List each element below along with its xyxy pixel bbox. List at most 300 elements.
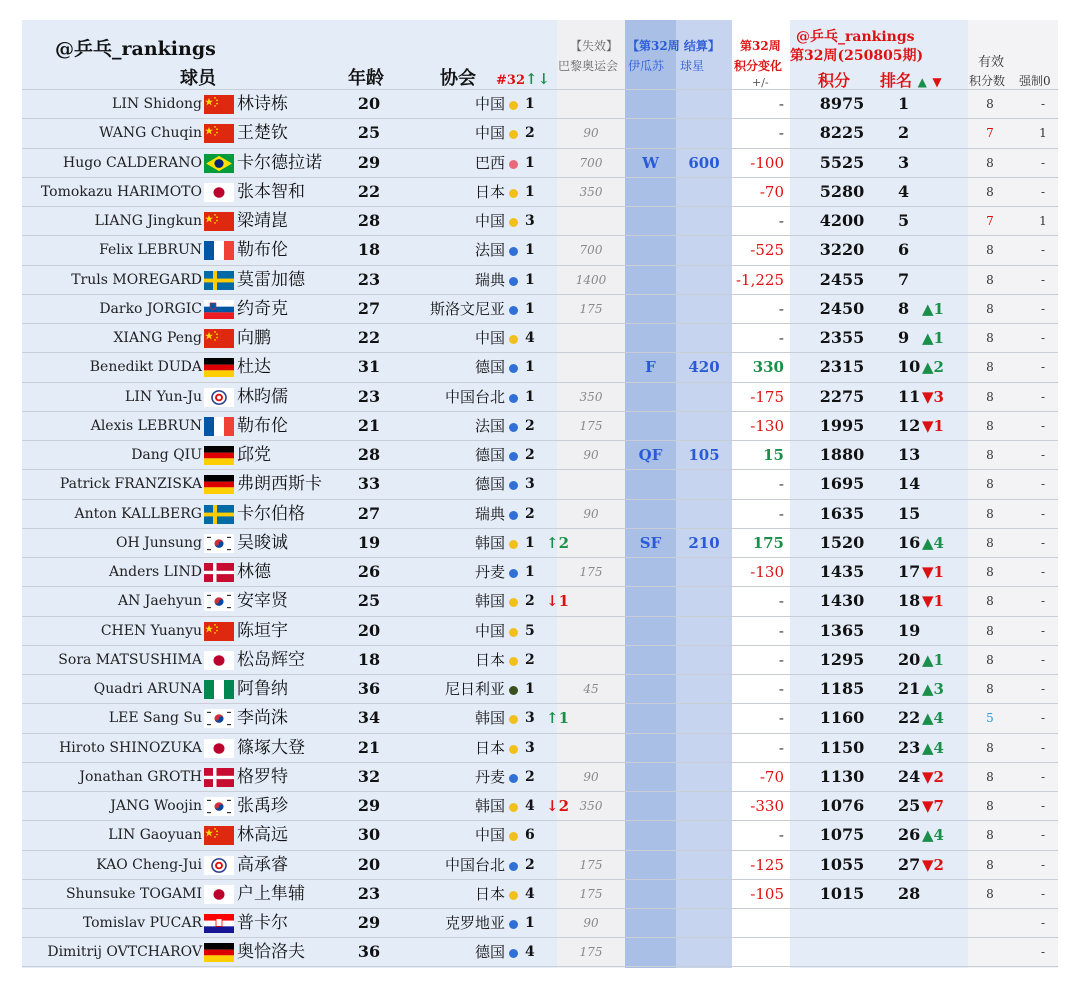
player-assoc: 韩国 — [474, 533, 505, 552]
olympic-points: 175 — [579, 857, 603, 872]
forced-zero: - — [1040, 916, 1046, 930]
header-ws — [496, 70, 550, 88]
flag-cn-icon — [204, 826, 234, 845]
region-dot-icon — [509, 891, 518, 900]
player-name-en: Sora MATSUSHIMA — [58, 651, 202, 668]
points-change: 175 — [752, 533, 784, 552]
ws-rank: 1 — [525, 564, 535, 580]
ws-change: ↑2 — [546, 533, 570, 552]
rank-movement: ▲4 — [922, 738, 944, 757]
ws-rank: 2 — [525, 505, 535, 522]
player-name-en: Shunsuke TOGAMI — [65, 885, 202, 902]
player-assoc: 巴西 — [474, 153, 505, 172]
table-row — [22, 733, 1058, 762]
ws-rank: 2 — [525, 125, 535, 142]
ranking-position: 24 — [898, 766, 921, 786]
player-age: 25 — [357, 123, 381, 143]
player-name-en: OH Junsung — [116, 534, 202, 551]
table-row — [22, 762, 1058, 791]
ranking-points: 3220 — [819, 240, 865, 260]
olympic-points: 175 — [579, 565, 603, 579]
player-age: 21 — [357, 737, 381, 757]
table-row — [22, 645, 1058, 674]
player-assoc: 中国 — [474, 124, 505, 143]
ranking-position: 7 — [898, 269, 910, 289]
header-ws-label: #32 — [496, 73, 525, 88]
ranking-position: 15 — [898, 503, 921, 523]
player-assoc: 德国 — [474, 943, 505, 962]
player-name-cn: 高承睿 — [237, 854, 288, 875]
points-change: - — [778, 738, 784, 757]
event-result: SF — [639, 533, 662, 552]
effective-count: 8 — [986, 155, 994, 170]
flag-ng-icon — [204, 680, 234, 699]
points-change: -130 — [750, 416, 784, 435]
table-row — [22, 879, 1058, 908]
player-assoc: 中国 — [474, 95, 505, 113]
ws-rank: 5 — [525, 622, 535, 639]
player-age: 23 — [357, 883, 381, 903]
player-name-cn: 勒布伦 — [237, 415, 288, 436]
ranking-points: 1015 — [819, 883, 865, 903]
points-change: 330 — [752, 358, 784, 377]
ws-rank: 1 — [525, 242, 535, 259]
header-week-tier: 球星 — [680, 59, 705, 73]
player-name-en: CHEN Yuanyu — [100, 622, 202, 639]
region-dot-icon — [509, 218, 518, 227]
player-name-en: Hugo CALDERANO — [62, 154, 202, 171]
ranking-position: 17 — [898, 562, 921, 581]
table-row — [22, 791, 1058, 820]
region-dot-icon — [509, 364, 518, 373]
table-row — [22, 820, 1058, 849]
ranking-position: 13 — [898, 445, 921, 464]
points-change: - — [778, 826, 784, 845]
rank-movement: ▼2 — [922, 767, 944, 786]
olympic-points: 90 — [583, 126, 599, 141]
player-name-cn: 弗朗西斯卡 — [237, 474, 322, 495]
forced-zero: 1 — [1039, 214, 1047, 228]
flag-kr-icon — [204, 534, 234, 553]
ranking-position: 25 — [898, 796, 921, 815]
flag-cn-icon — [204, 212, 234, 231]
points-change: -100 — [750, 153, 784, 172]
ranking-points: 8975 — [819, 94, 865, 113]
ws-change: ↓1 — [546, 592, 570, 611]
olympic-points: 175 — [579, 301, 603, 316]
ws-rank: 2 — [525, 856, 535, 873]
effective-count: 8 — [986, 389, 994, 404]
effective-count: 8 — [986, 535, 994, 550]
region-dot-icon — [509, 481, 518, 490]
ranking-table — [22, 89, 1058, 967]
header-olympic-1: 【失效】 — [570, 39, 619, 53]
player-assoc: 中国 — [474, 212, 505, 230]
ranking-points: 1295 — [819, 649, 865, 669]
player-name-cn: 陈垣宇 — [237, 620, 288, 641]
header-age: 年龄 — [348, 68, 384, 89]
region-dot-icon — [509, 130, 518, 139]
player-name-cn: 杜达 — [237, 357, 271, 378]
olympic-points: 350 — [579, 799, 603, 813]
player-name-cn: 篠塚大登 — [237, 737, 305, 758]
points-change: - — [778, 212, 784, 230]
header-ranking-issue: 第32周(250805期) — [790, 48, 924, 64]
points-change: -130 — [750, 563, 784, 581]
player-name-cn: 张本智和 — [237, 181, 305, 202]
forced-zero: - — [1040, 945, 1046, 960]
points-change: - — [778, 680, 784, 698]
effective-count: 8 — [986, 799, 994, 813]
header-assoc: 协会 — [440, 68, 476, 89]
table-row — [22, 703, 1058, 732]
flag-se-icon — [204, 505, 234, 524]
ws-change: ↑1 — [546, 709, 570, 728]
table-row — [22, 206, 1058, 235]
table-row — [22, 616, 1058, 645]
table-row — [22, 499, 1058, 528]
ranking-position: 16 — [898, 532, 921, 552]
points-change: - — [778, 95, 784, 113]
player-name-cn: 向鹏 — [237, 328, 271, 348]
player-assoc: 韩国 — [474, 709, 505, 728]
player-age: 20 — [357, 94, 381, 113]
effective-count: 8 — [986, 448, 994, 462]
points-change: - — [778, 504, 784, 523]
ws-rank: 4 — [525, 944, 535, 961]
region-dot-icon — [509, 569, 518, 578]
ranking-position: 10 — [898, 357, 921, 377]
player-age: 21 — [357, 415, 381, 435]
points-change: -330 — [750, 797, 784, 815]
ranking-points: 1435 — [819, 562, 865, 581]
region-dot-icon — [509, 306, 518, 315]
player-age: 18 — [357, 649, 381, 669]
ranking-position: 6 — [898, 240, 910, 260]
player-age: 31 — [357, 357, 381, 377]
effective-count: 8 — [986, 243, 994, 258]
olympic-points: 175 — [579, 945, 603, 960]
region-dot-icon — [509, 394, 518, 403]
forced-zero: - — [1040, 97, 1046, 111]
flag-fr-icon — [204, 417, 234, 436]
points-change: -1,225 — [735, 270, 784, 289]
effective-count: 8 — [986, 682, 994, 696]
flag-cn-icon — [204, 95, 234, 114]
table-row — [22, 674, 1058, 703]
ws-rank: 1 — [525, 96, 535, 112]
player-name-en: Felix LEBRUN — [99, 242, 202, 259]
region-dot-icon — [509, 862, 518, 871]
rank-movement: ▲4 — [922, 709, 944, 728]
ws-rank: 6 — [525, 827, 535, 844]
header-week: 【第32周 结算】 — [627, 39, 720, 53]
player-name-en: LEE Sang Su — [108, 710, 202, 727]
header-rank-label: 排名 — [880, 71, 913, 90]
flag-jp-icon — [204, 885, 234, 904]
flag-cn-icon — [204, 329, 234, 348]
ws-rank: 2 — [525, 417, 535, 434]
player-name-en: Alexis LEBRUN — [90, 417, 202, 434]
header-effective-1: 有效 — [978, 55, 1005, 70]
player-assoc: 德国 — [474, 475, 505, 494]
flag-tpe-icon — [204, 388, 234, 407]
player-name-cn: 张禹珍 — [237, 796, 288, 816]
player-assoc: 中国 — [474, 826, 505, 845]
forced-zero: 1 — [1039, 126, 1047, 141]
ws-rank: 1 — [525, 534, 535, 551]
region-dot-icon — [509, 247, 518, 256]
region-dot-icon — [509, 277, 518, 286]
player-assoc: 法国 — [474, 241, 505, 260]
player-assoc: 日本 — [474, 884, 505, 903]
forced-zero: - — [1040, 594, 1046, 609]
forced-zero: - — [1040, 418, 1046, 433]
player-name-en: LIN Yun-Ju — [125, 388, 202, 405]
ranking-position: 21 — [898, 679, 921, 698]
forced-zero: - — [1040, 769, 1046, 784]
player-assoc: 丹麦 — [474, 563, 505, 581]
player-age: 30 — [357, 825, 381, 845]
ws-rank: 2 — [525, 593, 535, 610]
points-change: - — [778, 475, 784, 494]
flag-kr-icon — [204, 797, 234, 816]
forced-zero: - — [1040, 331, 1046, 345]
rank-movement: ▼7 — [922, 797, 944, 815]
forced-zero: - — [1040, 272, 1046, 287]
player-name-cn: 莫雷加德 — [237, 269, 305, 290]
player-name-cn: 王楚钦 — [237, 123, 288, 144]
ranking-points: 2275 — [819, 386, 865, 406]
effective-count: 8 — [986, 506, 994, 521]
ws-rank: 1 — [525, 359, 535, 376]
forced-zero: - — [1040, 389, 1046, 404]
player-name-cn: 松岛辉空 — [237, 649, 305, 670]
rank-down-icon: ▼ — [932, 75, 942, 89]
player-age: 18 — [357, 240, 381, 260]
forced-zero: - — [1040, 243, 1046, 258]
points-change: - — [778, 329, 784, 347]
points-change: - — [778, 592, 784, 611]
region-dot-icon — [509, 832, 518, 841]
olympic-points: 700 — [579, 155, 603, 170]
player-name-en: Benedikt DUDA — [89, 359, 202, 376]
effective-count: 8 — [986, 477, 994, 492]
ws-rank: 1 — [525, 915, 535, 931]
ranking-points: 1365 — [819, 620, 865, 640]
ranking-position: 28 — [898, 883, 921, 903]
player-assoc: 中国台北 — [444, 387, 505, 406]
player-assoc: 日本 — [474, 182, 505, 201]
points-change: - — [778, 650, 784, 669]
region-dot-icon — [509, 423, 518, 432]
points-change: -70 — [759, 182, 784, 201]
player-name-en: Darko JORGIC — [99, 300, 202, 317]
table-row — [22, 440, 1058, 469]
ranking-position: 18 — [898, 591, 921, 611]
header-forced: 强制0 — [1019, 74, 1051, 88]
flag-dk-icon — [204, 563, 234, 582]
ranking-position: 12 — [898, 415, 921, 435]
player-age: 29 — [357, 913, 381, 932]
flag-jp-icon — [204, 739, 234, 758]
flag-se-icon — [204, 271, 234, 290]
ws-rank: 3 — [525, 710, 535, 727]
olympic-points: 90 — [583, 769, 599, 784]
ws-rank: 4 — [525, 330, 535, 346]
flag-cn-icon — [204, 124, 234, 143]
olympic-points: 45 — [583, 682, 599, 696]
region-dot-icon — [509, 335, 518, 344]
flag-jp-icon — [204, 651, 234, 670]
table-row — [22, 469, 1058, 498]
flag-de-icon — [204, 475, 234, 494]
player-name-cn: 梁靖崑 — [237, 211, 288, 231]
ranking-points: 1075 — [819, 825, 865, 845]
ranking-position: 3 — [898, 152, 910, 172]
player-assoc: 日本 — [474, 650, 505, 669]
forced-zero: - — [1040, 886, 1046, 901]
header-rank — [880, 68, 942, 91]
player-age: 32 — [357, 766, 381, 786]
olympic-points: 350 — [579, 184, 603, 199]
player-assoc: 德国 — [474, 358, 505, 377]
player-age: 36 — [357, 679, 381, 698]
region-dot-icon — [509, 686, 518, 695]
rank-up-icon: ▲ — [917, 75, 927, 89]
ranking-position: 5 — [898, 211, 910, 230]
effective-count: 8 — [986, 623, 994, 638]
table-row — [22, 177, 1058, 206]
player-name-en: Jonathan GROTH — [79, 768, 202, 785]
forced-zero: - — [1040, 301, 1046, 316]
table-row — [22, 557, 1058, 586]
ranking-position: 8 — [898, 298, 910, 318]
header-olympic-2: 巴黎奥运会 — [558, 59, 619, 73]
player-age: 23 — [357, 386, 381, 406]
player-name-cn: 邱党 — [237, 445, 271, 465]
player-age: 36 — [357, 942, 381, 962]
ranking-points: 1880 — [819, 445, 865, 464]
ws-rank: 1 — [525, 388, 535, 405]
table-row — [22, 323, 1058, 352]
forced-zero: - — [1040, 184, 1046, 199]
player-age: 25 — [357, 591, 381, 611]
effective-count: 8 — [986, 360, 994, 375]
ws-rank: 3 — [525, 213, 535, 229]
rank-movement: ▲1 — [922, 329, 944, 347]
event-result: F — [645, 358, 656, 377]
event-points: 600 — [688, 153, 720, 172]
ranking-points: 1130 — [819, 766, 865, 786]
olympic-points: 700 — [579, 243, 603, 258]
player-name-en: LIANG Jingkun — [94, 213, 202, 229]
region-dot-icon — [509, 920, 518, 929]
player-name-cn: 普卡尔 — [237, 913, 288, 933]
ranking-points: 1150 — [819, 737, 865, 757]
olympic-points: 175 — [579, 418, 603, 433]
player-age: 20 — [357, 854, 381, 874]
ranking-points: 1185 — [819, 679, 865, 698]
ws-rank: 1 — [525, 681, 535, 697]
olympic-points: 175 — [579, 886, 603, 901]
player-assoc: 瑞典 — [474, 504, 505, 523]
points-change: -525 — [750, 241, 784, 260]
player-name-en: KAO Cheng-Jui — [96, 856, 202, 873]
player-name-cn: 林德 — [237, 562, 271, 582]
header-ws-arrows: ↑↓ — [524, 70, 551, 88]
ranking-points: 2450 — [819, 298, 865, 318]
ws-rank: 1 — [525, 300, 535, 317]
region-dot-icon — [509, 189, 518, 198]
flag-jp-icon — [204, 183, 234, 202]
player-name-en: XIANG Peng — [113, 330, 202, 346]
player-name-en: JANG Woojin — [110, 798, 202, 814]
effective-count: 8 — [986, 886, 994, 901]
event-result: W — [642, 153, 659, 172]
player-name-en: Hiroto SHINOZUKA — [59, 739, 202, 756]
ws-rank: 1 — [525, 154, 535, 171]
ranking-points: 8225 — [819, 123, 865, 143]
ranking-position: 22 — [898, 708, 921, 728]
player-name-en: LIN Shidong — [112, 96, 202, 112]
effective-count: 5 — [986, 711, 994, 726]
ws-rank: 2 — [525, 447, 535, 463]
forced-zero: - — [1040, 448, 1046, 462]
rankings-sheet — [22, 20, 1058, 968]
player-name-en: Anton KALLBERG — [74, 505, 202, 522]
player-age: 27 — [357, 503, 381, 523]
rank-movement: ▼1 — [922, 416, 944, 435]
flag-de-icon — [204, 358, 234, 377]
ranking-position: 19 — [898, 620, 921, 640]
ranking-position: 14 — [898, 474, 921, 494]
ranking-position: 11 — [898, 386, 921, 406]
header-effective-2: 积分数 — [969, 74, 1006, 88]
player-age: 28 — [357, 211, 381, 230]
flag-br-icon — [204, 154, 234, 173]
region-dot-icon — [509, 774, 518, 783]
brand-title: @乒乓_rankings — [55, 38, 216, 60]
rank-movement: ▲1 — [922, 650, 944, 669]
points-change: - — [778, 621, 784, 640]
forced-zero: - — [1040, 360, 1046, 375]
effective-count: 8 — [986, 594, 994, 609]
forced-zero: - — [1040, 711, 1046, 726]
points-change: - — [778, 124, 784, 143]
flag-cn-icon — [204, 622, 234, 641]
ws-rank: 4 — [525, 885, 535, 902]
forced-zero: - — [1040, 652, 1046, 667]
flag-tpe-icon — [204, 856, 234, 875]
ws-rank: 2 — [525, 768, 535, 785]
ranking-points: 1995 — [819, 415, 865, 435]
region-dot-icon — [509, 452, 518, 461]
forced-zero: - — [1040, 623, 1046, 638]
player-age: 23 — [357, 269, 381, 289]
player-assoc: 斯洛文尼亚 — [429, 299, 505, 318]
player-assoc: 尼日利亚 — [444, 680, 505, 698]
ranking-points: 1076 — [819, 796, 865, 815]
player-name-en: Anders LIND — [108, 564, 202, 580]
effective-count: 8 — [986, 565, 994, 579]
ws-rank: 1 — [525, 271, 535, 288]
player-assoc: 法国 — [474, 416, 505, 435]
player-age: 27 — [357, 298, 381, 318]
player-age: 29 — [357, 796, 381, 815]
points-change: -125 — [750, 855, 784, 874]
effective-count: 8 — [986, 272, 994, 287]
